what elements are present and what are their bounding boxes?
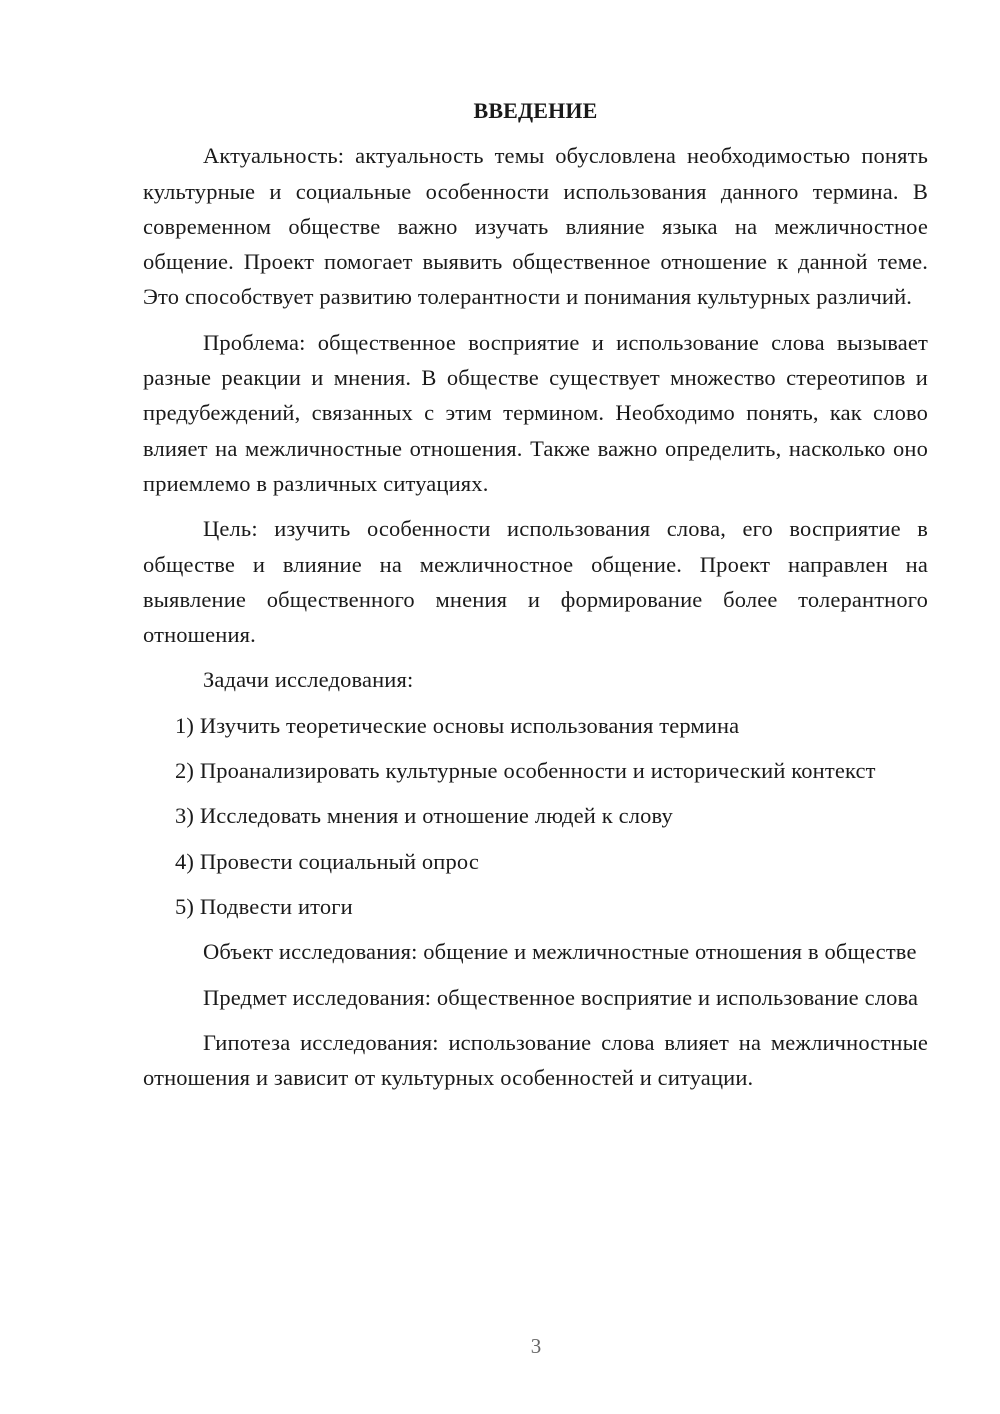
paragraph-object: Объект исследования: общение и межличностные отношения в обществе — [203, 939, 917, 965]
task-item: 3) Исследовать мнения и отношение людей к слову — [175, 803, 673, 829]
task-item: 2) Проанализировать культурные особенности и исторический контекст — [175, 758, 876, 784]
page-number: 3 — [530, 1334, 542, 1358]
page-content — [143, 93, 928, 1095]
paragraph-subject: Предмет исследования: общественное восприятие и использование слова — [203, 984, 919, 1010]
section-title: ВВЕДЕНИЕ — [473, 98, 598, 123]
task-item: 1) Изучить теоретические основы использования термина — [175, 712, 740, 738]
task-item: 4) Провести социальный опрос — [175, 848, 479, 874]
paragraph-problem: Проблема: общественное восприятие и использование слова вызывает разные реакции и мнения. В обществе существует множество стереотипов и предубеждений, связанных с этим термином. Необходимо понять, как слово влияет на межличностные отношения. Также важно определить, насколько оно приемлемо в различных ситуациях. — [143, 329, 928, 496]
paragraph-goal: Цель: изучить особенности использования слова, его восприятие в обществе и влияние на межличностное общение. Проект направлен на выявление общественного мнения и формирование более толерантного отношения. — [143, 516, 928, 648]
paragraph-hypothesis: Гипотеза исследования: использование слова влияет на межличностные отношения и зависит от культурных особенностей и ситуации. — [143, 1029, 928, 1091]
paragraph-tasks-heading: Задачи исследования: — [203, 667, 414, 693]
paragraph-relevance: Актуальность: актуальность темы обусловлена необходимостью понять культурные и социальные особенности использования данного термина. В современном обществе важно изучать влияние языка на межличностное общение. Проект помогает выявить общественное отношение к данной теме. Это способствует развитию толерантности и понимания культурных различий. — [143, 143, 928, 310]
task-item: 5) Подвести итоги — [175, 893, 353, 919]
